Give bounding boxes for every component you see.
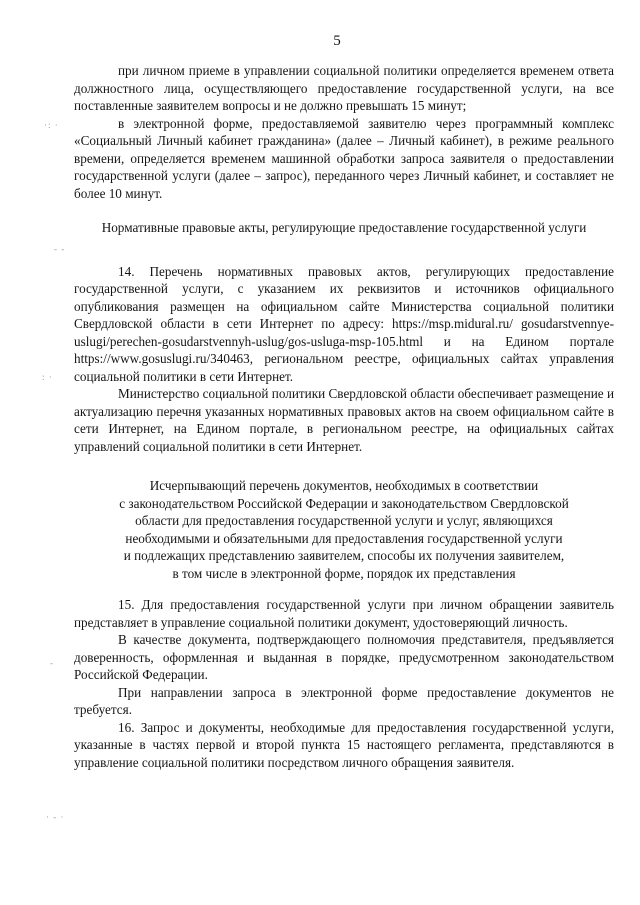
paragraph-16-submission: 16. Запрос и документы, необходимые для предоставления государственной услуги, указанные в частях первой и второй пункта 15 настоящего регламента, представляются в управление социальной политики посредством личного обращения заявителя. xyxy=(74,719,614,770)
scan-margin-marks xyxy=(40,0,70,905)
heading-line: необходимыми и обязательными для предоставления государственной услуги xyxy=(125,530,563,546)
scan-artifact: - xyxy=(50,658,54,668)
paragraph-14-legal-acts-list: 14. Перечень нормативных правовых актов, регулирующих предоставление государственной услуги, с указанием их реквизитов и источников официального опубликования размещен на официальном сайте Министерства социальной политики Свердловской области в сети Интернет по адресу: https://msp.midural.ru/ gosudarstvennye-uslugi/perechen-gosudarstvennyh-uslug/gos-usluga-msp-105.html и на Едином портале https://www.gosuslugi.ru/340463, региональном реестре, официальных сайтах управления социальной политики в сети Интернет. xyxy=(74,263,614,384)
paragraph-personal-reception: при личном приеме в управлении социальной политики определяется временем ответа должностного лица, осуществляющего предоставление государственной услуги, на все поставленные заявителем вопросы и не должно превышать 15 минут; xyxy=(74,63,614,113)
scan-artifact: · - · xyxy=(46,812,65,822)
paragraph-electronic-no-documents: При направлении запроса в электронной форме предоставление документов не требуется. xyxy=(74,684,614,717)
document-body xyxy=(74,62,614,771)
scan-artifact: - - xyxy=(54,244,66,254)
paragraph-power-of-attorney: В качестве документа, подтверждающего полномочия представителя, предъявляется доверенность, оформленная и выданная в порядке, предусмотренном законодательством Российской Федерации. xyxy=(74,632,614,682)
paragraph-electronic-form: в электронной форме, предоставляемой заявителю через программный комплекс «Социальный Личный кабинет гражданина» (далее – Личный кабинет), в режиме реального времени, определяется временем машинной обработки запроса заявителя о предоставлении государственной услуги (далее – запрос), переданного через Личный кабинет, и составляет не более 10 минут. xyxy=(74,115,614,201)
heading-line: области для предоставления государственной услуги и услуг, являющихся xyxy=(135,513,553,528)
heading-line: с законодательством Российской Федерации и законодательством Свердловской xyxy=(119,495,569,511)
heading-line: в том числе в электронной форме, порядок их представления xyxy=(172,565,516,581)
heading-line: Исчерпывающий перечень документов, необходимых в соответствии xyxy=(149,478,539,493)
scan-artifact: ·: · xyxy=(44,120,59,130)
section-heading-legal-acts: Нормативные правовые акты, регулирующие предоставление государственной услуги xyxy=(101,220,587,235)
page-number: 5 xyxy=(333,33,341,49)
paragraph-15-identity-document: 15. Для предоставления государственной услуги при личном обращении заявитель представляет в управление социальной политики документ, удостоверяющий личность. xyxy=(74,597,614,630)
section-heading-documents xyxy=(74,477,614,582)
scan-artifact: : · xyxy=(42,372,53,382)
heading-line: и подлежащих представлению заявителем, способы их получения заявителем, xyxy=(123,548,565,563)
paragraph-ministry-publishing: Министерство социальной политики Свердловской области обеспечивает размещение и актуализацию перечня указанных нормативных правовых актов на своем официальном сайте в сети Интернет, на Едином портале, в региональном реестре, на официальных сайтах управлений социальной политики в сети Интернет. xyxy=(74,386,614,454)
